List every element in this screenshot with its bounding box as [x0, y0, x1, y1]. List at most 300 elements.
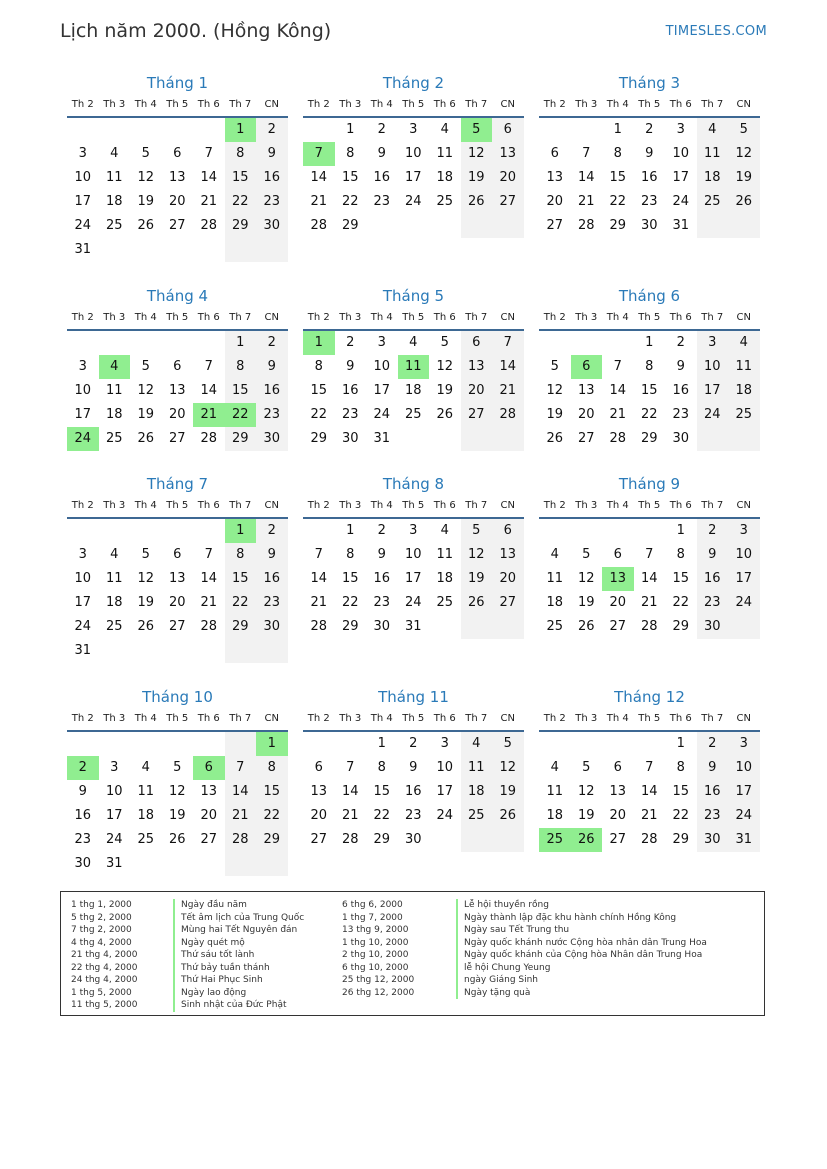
day-cell[interactable]: 11 — [546, 571, 564, 586]
day-cell[interactable]: 21 — [310, 595, 328, 610]
day-cell[interactable]: 10 — [728, 756, 760, 780]
day-cell[interactable]: 13 — [577, 383, 595, 398]
day-cell[interactable]: 23 — [74, 832, 92, 847]
day-cell[interactable]: 8 — [225, 142, 257, 166]
day-cell[interactable]: 20 — [200, 808, 218, 823]
day-cell[interactable]: 26 — [436, 407, 454, 422]
day-cell[interactable]: 2 — [377, 122, 386, 137]
day-cell[interactable]: 6 — [173, 359, 182, 374]
day-cell[interactable]: 23 — [373, 194, 391, 209]
day-cell[interactable]: 20 — [492, 166, 524, 190]
day-cell[interactable]: 28 — [200, 431, 218, 446]
day-cell[interactable]: 10 — [105, 784, 123, 799]
day-cell[interactable]: 18 — [436, 571, 454, 586]
day-cell[interactable]: 24 — [404, 194, 422, 209]
day-cell[interactable]: 3 — [728, 519, 760, 543]
day-cell[interactable]: 23 — [672, 407, 690, 422]
day-cell[interactable]: 12 — [137, 383, 155, 398]
day-cell[interactable]: 11 — [461, 756, 493, 780]
day-cell[interactable]: 14 — [310, 571, 328, 586]
day-cell[interactable]: 11 — [546, 784, 564, 799]
day-cell[interactable]: 29 — [256, 828, 288, 852]
day-cell[interactable]: 25 — [436, 595, 454, 610]
day-cell[interactable]: 27 — [168, 431, 186, 446]
day-cell[interactable]: 12 — [461, 543, 493, 567]
day-cell[interactable]: 25 — [105, 218, 123, 233]
day-cell[interactable]: 15 — [256, 780, 288, 804]
day-cell[interactable]: 30 — [373, 619, 391, 634]
day-cell[interactable]: 12 — [577, 571, 595, 586]
day-cell[interactable]: 8 — [346, 547, 355, 562]
day-cell[interactable]: 12 — [137, 170, 155, 185]
day-cell[interactable]: 31 — [74, 643, 92, 658]
day-cell[interactable]: 12 — [461, 142, 493, 166]
day-cell[interactable]: 11 — [697, 142, 729, 166]
day-cell[interactable]: 15 — [310, 383, 328, 398]
day-cell[interactable]: 10 — [404, 146, 422, 161]
day-cell[interactable]: 14 — [341, 784, 359, 799]
day-cell[interactable]: 23 — [697, 591, 729, 615]
day-cell[interactable]: 26 — [577, 619, 595, 634]
day-cell[interactable]: 16 — [256, 379, 288, 403]
day-cell[interactable]: 29 — [225, 214, 257, 238]
day-cell[interactable]: 10 — [436, 760, 454, 775]
day-cell[interactable]: 20 — [609, 595, 627, 610]
day-cell[interactable]: 3 — [78, 146, 87, 161]
day-cell[interactable]: 22 — [256, 804, 288, 828]
day-cell[interactable]: 17 — [697, 379, 729, 403]
day-cell[interactable]: 26 — [492, 804, 524, 828]
day-cell[interactable]: 30 — [256, 427, 288, 451]
day-cell[interactable]: 28 — [640, 832, 658, 847]
day-cell[interactable]: 4 — [550, 547, 559, 562]
day-cell[interactable]: 18 — [105, 407, 123, 422]
day-cell[interactable]: 25 — [105, 619, 123, 634]
day-cell[interactable]: 30 — [640, 218, 658, 233]
day-cell[interactable]: 14 — [200, 571, 218, 586]
day-cell[interactable]: 2 — [697, 732, 729, 756]
day-cell[interactable]: 9 — [409, 760, 418, 775]
day-cell[interactable]: 29 — [341, 218, 359, 233]
day-cell[interactable]: 3 — [78, 547, 87, 562]
day-cell[interactable]: 7 — [582, 146, 591, 161]
day-cell[interactable]: 27 — [168, 619, 186, 634]
day-cell[interactable]: 25 — [546, 619, 564, 634]
day-cell[interactable]: 22 — [341, 194, 359, 209]
day-cell[interactable]: 22 — [609, 194, 627, 209]
day-cell[interactable]: 27 — [546, 218, 564, 233]
day-cell[interactable]: 21 — [609, 407, 627, 422]
day-cell[interactable]: 4 — [440, 122, 449, 137]
day-cell[interactable]: 27 — [492, 190, 524, 214]
day-cell[interactable]: 12 — [137, 571, 155, 586]
day-cell[interactable]: 10 — [74, 383, 92, 398]
day-cell[interactable]: 14 — [225, 780, 257, 804]
day-cell[interactable]: 12 — [577, 784, 595, 799]
day-cell[interactable]: 22 — [225, 190, 257, 214]
day-cell[interactable]: 1 — [303, 331, 335, 355]
day-cell[interactable]: 30 — [672, 431, 690, 446]
day-cell[interactable]: 14 — [640, 571, 658, 586]
day-cell[interactable]: 22 — [225, 403, 257, 427]
day-cell[interactable]: 18 — [137, 808, 155, 823]
day-cell[interactable]: 16 — [404, 784, 422, 799]
day-cell[interactable]: 28 — [225, 828, 257, 852]
day-cell[interactable]: 29 — [341, 619, 359, 634]
day-cell[interactable]: 7 — [204, 547, 213, 562]
day-cell[interactable]: 7 — [645, 547, 654, 562]
day-cell[interactable]: 5 — [461, 118, 493, 142]
day-cell[interactable]: 2 — [67, 756, 99, 780]
day-cell[interactable]: 19 — [168, 808, 186, 823]
day-cell[interactable]: 19 — [492, 780, 524, 804]
day-cell[interactable]: 9 — [256, 355, 288, 379]
day-cell[interactable]: 5 — [582, 760, 591, 775]
day-cell[interactable]: 8 — [256, 756, 288, 780]
day-cell[interactable]: 22 — [341, 595, 359, 610]
day-cell[interactable]: 17 — [728, 780, 760, 804]
day-cell[interactable]: 26 — [728, 190, 760, 214]
day-cell[interactable]: 28 — [310, 619, 328, 634]
day-cell[interactable]: 26 — [571, 828, 603, 852]
day-cell[interactable]: 29 — [310, 431, 328, 446]
day-cell[interactable]: 6 — [550, 146, 559, 161]
day-cell[interactable]: 27 — [577, 431, 595, 446]
day-cell[interactable]: 11 — [728, 355, 760, 379]
day-cell[interactable]: 8 — [676, 760, 685, 775]
day-cell[interactable]: 17 — [404, 170, 422, 185]
day-cell[interactable]: 18 — [105, 194, 123, 209]
day-cell[interactable]: 18 — [728, 379, 760, 403]
day-cell[interactable]: 2 — [676, 335, 685, 350]
day-cell[interactable]: 4 — [697, 118, 729, 142]
day-cell[interactable]: 30 — [256, 214, 288, 238]
day-cell[interactable]: 4 — [409, 335, 418, 350]
day-cell[interactable]: 16 — [341, 383, 359, 398]
day-cell[interactable]: 9 — [346, 359, 355, 374]
day-cell[interactable]: 11 — [105, 170, 123, 185]
day-cell[interactable]: 6 — [492, 118, 524, 142]
day-cell[interactable]: 25 — [137, 832, 155, 847]
day-cell[interactable]: 25 — [697, 190, 729, 214]
day-cell[interactable]: 6 — [173, 547, 182, 562]
day-cell[interactable]: 12 — [492, 756, 524, 780]
day-cell[interactable]: 20 — [461, 379, 493, 403]
day-cell[interactable]: 27 — [310, 832, 328, 847]
day-cell[interactable]: 28 — [609, 431, 627, 446]
day-cell[interactable]: 17 — [105, 808, 123, 823]
day-cell[interactable]: 8 — [377, 760, 386, 775]
day-cell[interactable]: 13 — [168, 383, 186, 398]
day-cell[interactable]: 18 — [546, 808, 564, 823]
day-cell[interactable]: 21 — [492, 379, 524, 403]
day-cell[interactable]: 1 — [645, 335, 654, 350]
day-cell[interactable]: 18 — [546, 595, 564, 610]
day-cell[interactable]: 5 — [440, 335, 449, 350]
day-cell[interactable]: 5 — [461, 519, 493, 543]
day-cell[interactable]: 27 — [609, 832, 627, 847]
day-cell[interactable]: 19 — [137, 595, 155, 610]
day-cell[interactable]: 15 — [225, 379, 257, 403]
day-cell[interactable]: 14 — [640, 784, 658, 799]
day-cell[interactable]: 9 — [256, 142, 288, 166]
day-cell[interactable]: 26 — [461, 190, 493, 214]
day-cell[interactable]: 16 — [373, 571, 391, 586]
day-cell[interactable]: 4 — [110, 547, 119, 562]
day-cell[interactable]: 20 — [310, 808, 328, 823]
day-cell[interactable]: 3 — [110, 760, 119, 775]
day-cell[interactable]: 26 — [461, 591, 493, 615]
day-cell[interactable]: 13 — [310, 784, 328, 799]
day-cell[interactable]: 11 — [105, 571, 123, 586]
day-cell[interactable]: 16 — [697, 567, 729, 591]
day-cell[interactable]: 5 — [550, 359, 559, 374]
day-cell[interactable]: 23 — [256, 591, 288, 615]
day-cell[interactable]: 1 — [346, 523, 355, 538]
day-cell[interactable]: 8 — [346, 146, 355, 161]
day-cell[interactable]: 13 — [546, 170, 564, 185]
day-cell[interactable]: 20 — [168, 595, 186, 610]
day-cell[interactable]: 3 — [697, 331, 729, 355]
day-cell[interactable]: 15 — [341, 571, 359, 586]
day-cell[interactable]: 31 — [404, 619, 422, 634]
day-cell[interactable]: 20 — [168, 194, 186, 209]
day-cell[interactable]: 6 — [461, 331, 493, 355]
day-cell[interactable]: 15 — [609, 170, 627, 185]
day-cell[interactable]: 2 — [409, 736, 418, 751]
day-cell[interactable]: 7 — [204, 359, 213, 374]
day-cell[interactable]: 12 — [728, 142, 760, 166]
day-cell[interactable]: 20 — [492, 567, 524, 591]
day-cell[interactable]: 21 — [341, 808, 359, 823]
day-cell[interactable]: 21 — [200, 595, 218, 610]
day-cell[interactable]: 24 — [404, 595, 422, 610]
day-cell[interactable]: 29 — [640, 431, 658, 446]
day-cell[interactable]: 15 — [373, 784, 391, 799]
day-cell[interactable]: 29 — [225, 615, 257, 639]
day-cell[interactable]: 1 — [377, 736, 386, 751]
day-cell[interactable]: 11 — [105, 383, 123, 398]
day-cell[interactable]: 8 — [676, 547, 685, 562]
day-cell[interactable]: 10 — [697, 355, 729, 379]
day-cell[interactable]: 9 — [645, 146, 654, 161]
day-cell[interactable]: 28 — [310, 218, 328, 233]
day-cell[interactable]: 27 — [492, 591, 524, 615]
day-cell[interactable]: 5 — [141, 547, 150, 562]
day-cell[interactable]: 21 — [577, 194, 595, 209]
day-cell[interactable]: 30 — [341, 431, 359, 446]
day-cell[interactable]: 24 — [728, 804, 760, 828]
day-cell[interactable]: 3 — [676, 122, 685, 137]
day-cell[interactable]: 7 — [645, 760, 654, 775]
day-cell[interactable]: 18 — [461, 780, 493, 804]
day-cell[interactable]: 23 — [640, 194, 658, 209]
day-cell[interactable]: 1 — [346, 122, 355, 137]
day-cell[interactable]: 8 — [645, 359, 654, 374]
day-cell[interactable]: 30 — [256, 615, 288, 639]
day-cell[interactable]: 2 — [377, 523, 386, 538]
day-cell[interactable]: 2 — [256, 118, 288, 142]
day-cell[interactable]: 6 — [571, 355, 603, 379]
day-cell[interactable]: 27 — [200, 832, 218, 847]
day-cell[interactable]: 2 — [256, 519, 288, 543]
day-cell[interactable]: 11 — [436, 146, 454, 161]
day-cell[interactable]: 13 — [168, 571, 186, 586]
day-cell[interactable]: 5 — [728, 118, 760, 142]
day-cell[interactable]: 1 — [676, 736, 685, 751]
day-cell[interactable]: 14 — [200, 170, 218, 185]
day-cell[interactable]: 9 — [377, 547, 386, 562]
day-cell[interactable]: 7 — [346, 760, 355, 775]
day-cell[interactable]: 8 — [225, 543, 257, 567]
day-cell[interactable]: 24 — [74, 218, 92, 233]
day-cell[interactable]: 30 — [697, 828, 729, 852]
day-cell[interactable]: 10 — [672, 146, 690, 161]
day-cell[interactable]: 13 — [492, 543, 524, 567]
day-cell[interactable]: 24 — [105, 832, 123, 847]
day-cell[interactable]: 14 — [310, 170, 328, 185]
day-cell[interactable]: 19 — [577, 595, 595, 610]
day-cell[interactable]: 31 — [74, 242, 92, 257]
day-cell[interactable]: 17 — [373, 383, 391, 398]
day-cell[interactable]: 5 — [492, 732, 524, 756]
day-cell[interactable]: 24 — [672, 194, 690, 209]
day-cell[interactable]: 2 — [645, 122, 654, 137]
day-cell[interactable]: 19 — [546, 407, 564, 422]
day-cell[interactable]: 17 — [672, 170, 690, 185]
day-cell[interactable]: 31 — [105, 856, 123, 871]
day-cell[interactable]: 19 — [137, 407, 155, 422]
day-cell[interactable]: 18 — [436, 170, 454, 185]
day-cell[interactable]: 20 — [546, 194, 564, 209]
day-cell[interactable]: 1 — [676, 523, 685, 538]
day-cell[interactable]: 7 — [613, 359, 622, 374]
day-cell[interactable]: 6 — [173, 146, 182, 161]
day-cell[interactable]: 4 — [141, 760, 150, 775]
day-cell[interactable]: 24 — [436, 808, 454, 823]
day-cell[interactable]: 19 — [461, 567, 493, 591]
day-cell[interactable]: 10 — [373, 359, 391, 374]
day-cell[interactable]: 28 — [341, 832, 359, 847]
day-cell[interactable]: 27 — [461, 403, 493, 427]
day-cell[interactable]: 4 — [461, 732, 493, 756]
day-cell[interactable]: 2 — [697, 519, 729, 543]
day-cell[interactable]: 11 — [436, 547, 454, 562]
day-cell[interactable]: 19 — [137, 194, 155, 209]
day-cell[interactable]: 13 — [492, 142, 524, 166]
day-cell[interactable]: 22 — [672, 808, 690, 823]
day-cell[interactable]: 1 — [225, 118, 257, 142]
day-cell[interactable]: 1 — [225, 331, 257, 355]
day-cell[interactable]: 21 — [640, 808, 658, 823]
day-cell[interactable]: 9 — [377, 146, 386, 161]
day-cell[interactable]: 17 — [728, 567, 760, 591]
day-cell[interactable]: 25 — [728, 403, 760, 427]
day-cell[interactable]: 16 — [373, 170, 391, 185]
day-cell[interactable]: 9 — [676, 359, 685, 374]
day-cell[interactable]: 22 — [225, 591, 257, 615]
day-cell[interactable]: 18 — [105, 595, 123, 610]
day-cell[interactable]: 26 — [546, 431, 564, 446]
day-cell[interactable]: 21 — [640, 595, 658, 610]
day-cell[interactable]: 17 — [74, 407, 92, 422]
day-cell[interactable]: 3 — [377, 335, 386, 350]
day-cell[interactable]: 5 — [141, 146, 150, 161]
day-cell[interactable]: 18 — [404, 383, 422, 398]
day-cell[interactable]: 21 — [193, 403, 225, 427]
day-cell[interactable]: 13 — [200, 784, 218, 799]
day-cell[interactable]: 26 — [168, 832, 186, 847]
day-cell[interactable]: 4 — [728, 331, 760, 355]
day-cell[interactable]: 20 — [577, 407, 595, 422]
day-cell[interactable]: 11 — [137, 784, 155, 799]
day-cell[interactable]: 22 — [640, 407, 658, 422]
day-cell[interactable]: 28 — [200, 218, 218, 233]
day-cell[interactable]: 28 — [200, 619, 218, 634]
day-cell[interactable]: 6 — [613, 547, 622, 562]
day-cell[interactable]: 29 — [609, 218, 627, 233]
day-cell[interactable]: 24 — [728, 591, 760, 615]
day-cell[interactable]: 29 — [225, 427, 257, 451]
day-cell[interactable]: 19 — [577, 808, 595, 823]
day-cell[interactable]: 1 — [225, 519, 257, 543]
day-cell[interactable]: 13 — [609, 784, 627, 799]
day-cell[interactable]: 31 — [373, 431, 391, 446]
day-cell[interactable]: 26 — [137, 218, 155, 233]
day-cell[interactable]: 4 — [440, 523, 449, 538]
day-cell[interactable]: 28 — [577, 218, 595, 233]
day-cell[interactable]: 25 — [461, 804, 493, 828]
day-cell[interactable]: 9 — [78, 784, 87, 799]
day-cell[interactable]: 28 — [492, 403, 524, 427]
day-cell[interactable]: 6 — [314, 760, 323, 775]
day-cell[interactable]: 15 — [672, 784, 690, 799]
day-cell[interactable]: 16 — [256, 567, 288, 591]
day-cell[interactable]: 14 — [200, 383, 218, 398]
day-cell[interactable]: 29 — [672, 619, 690, 634]
day-cell[interactable]: 25 — [105, 431, 123, 446]
day-cell[interactable]: 23 — [341, 407, 359, 422]
day-cell[interactable]: 5 — [173, 760, 182, 775]
day-cell[interactable]: 13 — [602, 567, 634, 591]
day-cell[interactable]: 8 — [225, 355, 257, 379]
day-cell[interactable]: 24 — [697, 403, 729, 427]
day-cell[interactable]: 30 — [697, 615, 729, 639]
day-cell[interactable]: 7 — [204, 146, 213, 161]
day-cell[interactable]: 5 — [582, 547, 591, 562]
day-cell[interactable]: 23 — [697, 804, 729, 828]
day-cell[interactable]: 7 — [314, 547, 323, 562]
day-cell[interactable]: 24 — [373, 407, 391, 422]
day-cell[interactable]: 16 — [74, 808, 92, 823]
day-cell[interactable]: 15 — [341, 170, 359, 185]
day-cell[interactable]: 15 — [225, 166, 257, 190]
day-cell[interactable]: 12 — [436, 359, 454, 374]
day-cell[interactable]: 25 — [404, 407, 422, 422]
day-cell[interactable]: 20 — [609, 808, 627, 823]
day-cell[interactable]: 10 — [74, 170, 92, 185]
day-cell[interactable]: 14 — [492, 355, 524, 379]
day-cell[interactable]: 20 — [168, 407, 186, 422]
day-cell[interactable]: 1 — [613, 122, 622, 137]
day-cell[interactable]: 21 — [310, 194, 328, 209]
day-cell[interactable]: 29 — [672, 832, 690, 847]
day-cell[interactable]: 27 — [609, 619, 627, 634]
day-cell[interactable]: 8 — [613, 146, 622, 161]
day-cell[interactable]: 9 — [697, 543, 729, 567]
day-cell[interactable]: 6 — [492, 519, 524, 543]
day-cell[interactable]: 19 — [461, 166, 493, 190]
